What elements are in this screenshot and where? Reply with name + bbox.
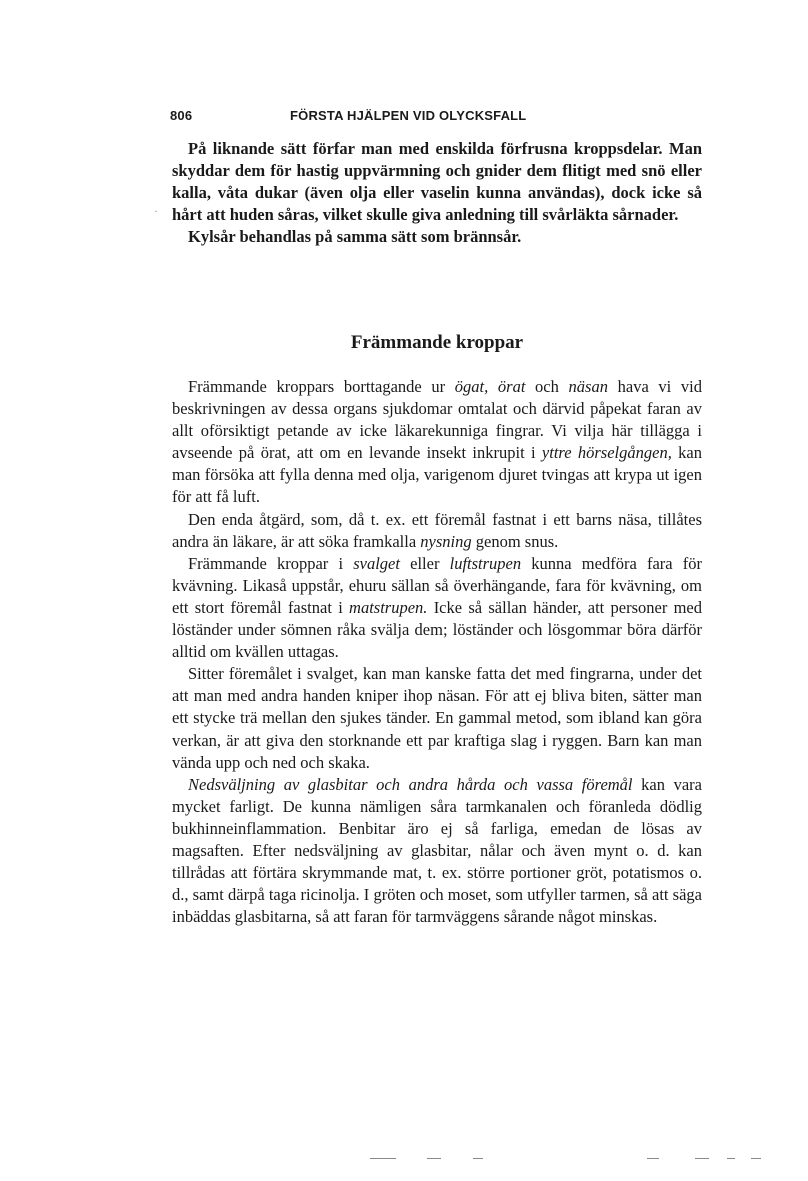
margin-speck: · [154,204,158,218]
running-head [170,108,702,128]
italic-term: yttre hörselgången, [541,443,672,463]
paragraph: Främmande kroppar i svalget eller luftstrupen kunna medföra fara för kvävning. Likaså uppstår, ehuru sällan så överhängande, fara för kvävning, om ett stort föremål fastnat i matstrupen. Icke så sällan händer, att personer med löständer under sömnen råka svälja dem; löständer och lösgommar böra därför alltid om kvällen uttagas. [172,553,702,662]
running-title: FÖRSTA HJÄLPEN VID OLYCKSFALL [290,108,527,123]
paragraph: Den enda åtgärd, som, då t. ex. ett föremål fastnat i ett barns näsa, tillåtes andra än läkare, är att söka framkalla nysning genom snus. [172,509,702,551]
opening-text [172,138,702,248]
italic-term: nysning [420,531,472,551]
italic-term: näsan [568,377,608,396]
paragraph: Främmande kroppars borttagande ur ögat, örat och näsan hava vi vid beskrivningen av dessa organs sjukdomar omtalat och därvid påpekat faran av allt oförsiktigt petande av icke läkarekunniga fingrar. Vi vilja här tillägga i avseende på örat, att om en levande insekt inkrupit i yttre hörselgången, kan man försöka att fylla denna med olja, varigenom djuret tvingas att krypa ut igen för att få luft. [172,377,703,507]
paragraph: Sitter föremålet i svalget, kan man kanske fatta det med fingrarna, under det att man med andra handen kniper ihop näsan. För att ej bliva biten, sätter man ett stycke trä mellan den sjukes tänder. En gammal metod, som ibland kan göra verkan, är att giva den storknande ett par kraftiga slag i ryggen. Barn kan man vända upp och ned och skaka. [172,664,702,772]
paragraph: Nedsväljning av glasbitar och andra hårda och vassa föremål kan vara mycket farligt. De kunna nämligen såra tarmkanalen och föranleda dödlig bukhinneinflammation. Benbitar äro ej så farliga, emedan de lösas av magsaften. Efter nedsväljning av glasbitar, nålar och även mynt o. d. kan tillrådas att förtära skrymmande mat, t. ex. större portioner gröt, potatismos o. d., samt därpå taga ricinolja. I gröten och moset, som utfyller tarmen, så att säga inbäddas glasbitarna, så att faran för tarmväggens sårande något minskas. [172,774,702,927]
italic-term: matstrupen. [349,597,428,617]
page-number: 806 [170,108,193,123]
italic-term: Nedsväljning av glasbitar och andra hårda och vassa föremål [188,774,633,794]
scan-artifact-marks [365,1158,765,1164]
section-body [172,376,702,928]
paragraph: Kylsår behandlas på samma sätt som brännsår. [188,227,522,247]
paragraph: På liknande sätt förfar man med enskilda förfrusna kroppsdelar. Man skyddar dem för hastig uppvärmning och gnider dem flitigt med snö eller kalla, våta dukar (även olja eller vaselin kunna användas), dock icke så hårt att huden såras, vilket skulle giva anledning till svårläkta sårnader. [172,139,702,225]
italic-term: luftstrupen [449,553,522,573]
italic-term: ögat, örat [454,377,526,396]
italic-term: svalget [353,553,400,573]
section-heading: Främmande kroppar [350,332,524,353]
